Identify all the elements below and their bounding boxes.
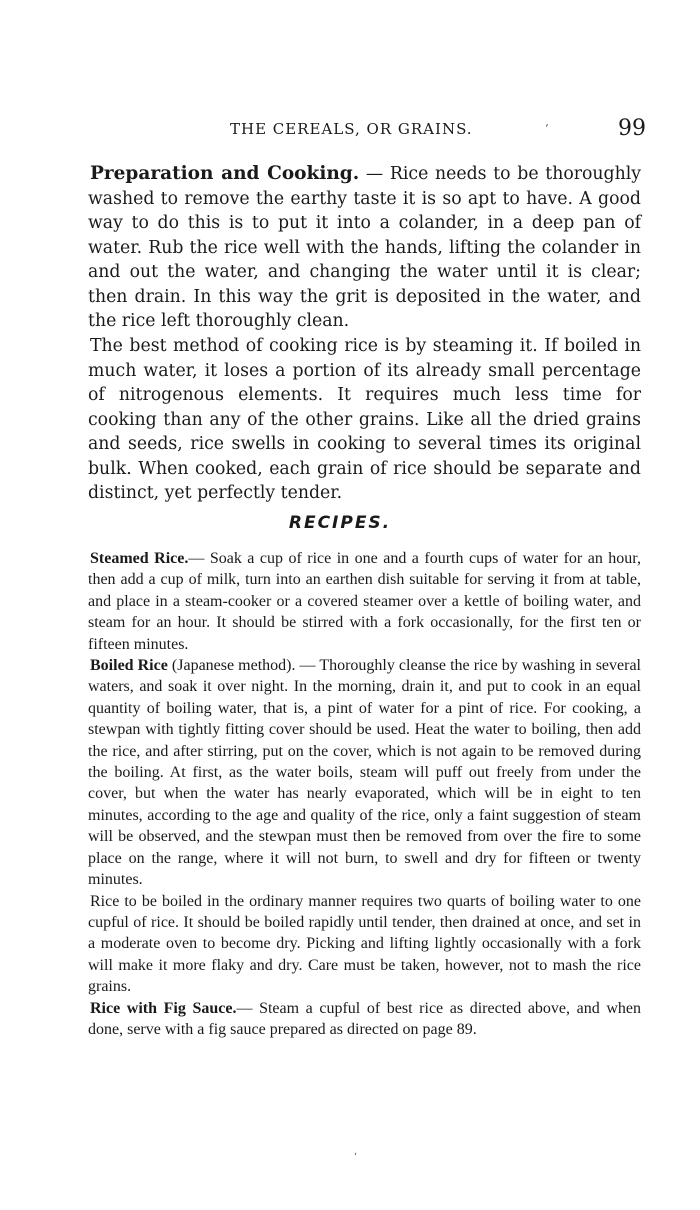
paragraph-lead: Preparation and Cooking.: [90, 163, 360, 184]
recipes-list: [88, 548, 641, 1040]
print-speck: ʻ: [354, 1152, 358, 1163]
recipe-text: (Japanese method). — Thoroughly cleanse the rice by washing in several waters, and soak it over night. In the morning, drain it, and put to cook in an equal quantity of boiling water, that is, a pint of water for a pint of rice. For cooking, a stewpan with tightly fitting cover should be used. Heat the water to boiling, then add the rice, and after stirring, put on the cover, which is not again to be removed during the boiling. At first, as the water boils, steam will puff out freely from under the cover, but when the water has nearly evaporated, which will be in eight to ten minutes, according to the age and quality of the rice, only a faint suggestion of steam will be observed, and the stewpan must then be removed from over the fire to some place on the range, where it will not burn, to swell and dry for fifteen or twenty minutes.: [88, 657, 642, 889]
recipe-steamed-rice: [88, 548, 641, 655]
recipe-title: Rice with Fig Sauce.: [90, 999, 237, 1017]
paragraph-best-method: [88, 334, 641, 506]
recipe-text: — Soak a cup of rice in one and a fourth cups of water for an hour, then add a cup of milk, turn into an earthen dish suitable for serving it from at table, and place in a steam-cooker or a covered steamer over a kettle of boiling water, and steam for an hour. It should be stirred with a fork occasionally, for the first ten or fifteen minutes.: [88, 550, 641, 653]
running-head: THE CEREALS, OR GRAINS.: [230, 120, 473, 138]
recipe-ordinary-boiled-rice: [88, 891, 641, 998]
page-number: 99: [618, 116, 646, 141]
recipe-title: Steamed Rice.: [90, 550, 189, 567]
recipe-title: Boiled Rice: [90, 657, 168, 675]
paragraph-text: The best method of cooking rice is by steaming it. If boiled in much water, it loses a portion of its already small percentage of nitrogenous elements. It requires much less time for cooking than any of the other grains. Like all the dried grains and seeds, rice swells in cooking to several times its original bulk. When cooked, each grain of rice should be separate and distinct, yet perfectly tender.: [88, 336, 641, 503]
paragraph-preparation: [88, 162, 641, 334]
recipes-heading: RECIPES.: [288, 513, 392, 533]
recipe-boiled-rice: [88, 655, 641, 890]
recipe-text: — Steam a cupful of best rice as directed above, and when done, serve with a fig sauce prepared as directed on page 89.: [88, 999, 641, 1038]
recipe-rice-with-fig-sauce: [88, 998, 641, 1041]
recipe-text: Rice to be boiled in the ordinary manner requires two quarts of boiling water to one cupful of rice. It should be boiled rapidly until tender, then drained at once, and set in a moderate oven to become dry. Picking and lifting lightly occasionally with a fork will make it more flaky and dry. Care must be taken, however, not to mash the rice grains.: [88, 892, 641, 996]
print-speck: ʼ: [545, 122, 549, 136]
paragraph-text: — Rice needs to be thoroughly washed to remove the earthy taste it is so apt to have. A good way to do this is to put it into a colander, in a deep pan of water. Rub the rice well with the hands, lifting the colander in and out the water, and changing the water until it is clear; then drain. In this way the grit is deposited in the water, and the rice left thoroughly clean.: [88, 164, 641, 331]
